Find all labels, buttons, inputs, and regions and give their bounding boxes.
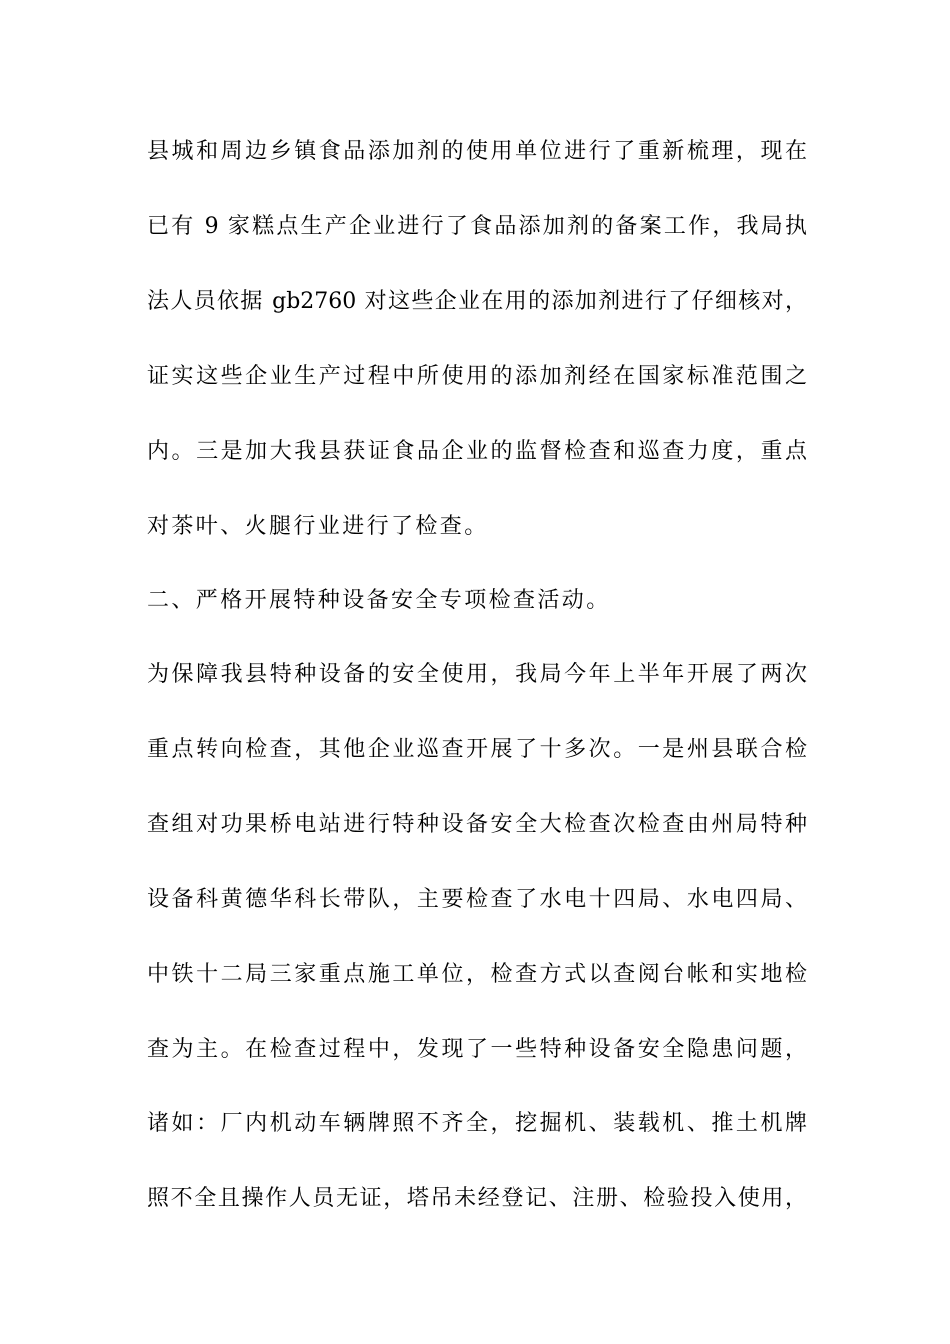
body-line: 设备科黄德华科长带队，主要检查了水电十四局、水电四局、 — [147, 887, 807, 912]
section-heading: 二、严格开展特种设备安全专项检查活动。 — [147, 588, 611, 613]
body-line: 证实这些企业生产过程中所使用的添加剂经在国家标准范围之 — [147, 364, 807, 389]
body-line: 对茶叶、火腿行业进行了检查。 — [147, 514, 489, 539]
body-line: 查组对功果桥电站进行特种设备安全大检查次检查由州局特种 — [147, 812, 807, 837]
body-line: 县城和周边乡镇食品添加剂的使用单位进行了重新梳理，现在 — [147, 139, 807, 164]
body-line: 诸如：厂内机动车辆牌照不齐全，挖掘机、装载机、推土机牌 — [147, 1111, 807, 1136]
body-line: 为保障我县特种设备的安全使用，我局今年上半年开展了两次 — [147, 662, 807, 687]
body-line: 法人员依据 gb2760 对这些企业在用的添加剂进行了仔细核对， — [147, 289, 807, 314]
body-line: 查为主。在检查过程中，发现了一些特种设备安全隐患问题， — [147, 1037, 807, 1062]
body-line: 内。三是加大我县获证食品企业的监督检查和巡查力度，重点 — [147, 439, 807, 464]
body-line: 照不全且操作人员无证，塔吊未经登记、注册、检验投入使用， — [147, 1186, 807, 1211]
body-line: 重点转向检查，其他企业巡查开展了十多次。一是州县联合检 — [147, 737, 807, 762]
body-line: 中铁十二局三家重点施工单位，检查方式以查阅台帐和实地检 — [147, 962, 807, 987]
body-line: 已有 9 家糕点生产企业进行了食品添加剂的备案工作，我局执 — [147, 214, 807, 239]
